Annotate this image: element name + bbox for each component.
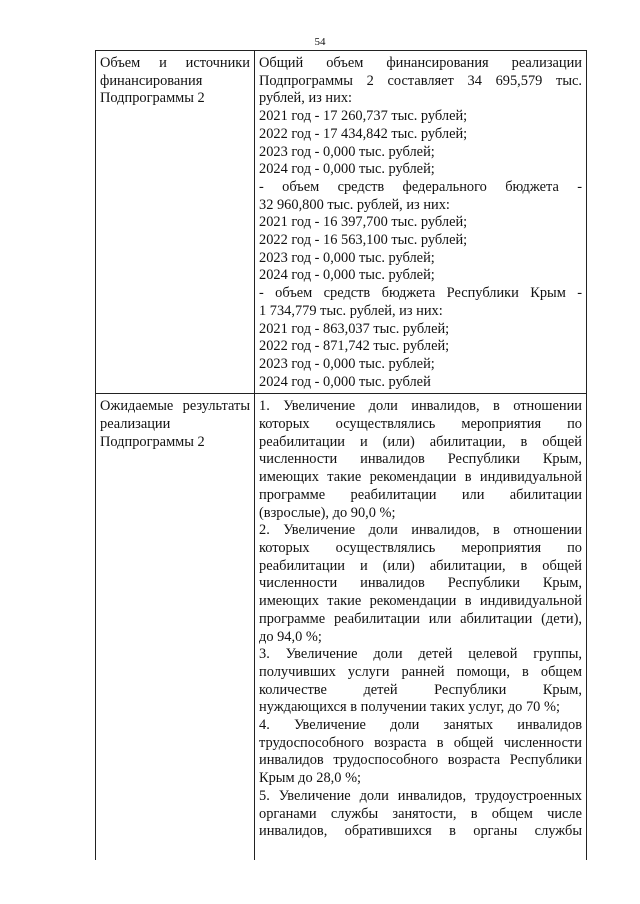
content-line: 32 960,800 тыс. рублей, из них: <box>259 196 450 213</box>
content-line: имеющих такие рекомендации в индивидуальной <box>259 593 582 610</box>
content-line: реабилитации и (или) абилитации, в общей <box>259 433 582 450</box>
label-line: Объем и источники <box>100 55 250 71</box>
content-line: 5. Увеличение доли инвалидов, трудоустроенных <box>259 787 582 804</box>
row-content-financing <box>255 51 587 394</box>
content-line: программе реабилитации или абилитации (дети), <box>259 610 582 627</box>
content-line: 2022 год - 17 434,842 тыс. рублей; <box>259 125 468 142</box>
row-content-results <box>255 394 587 861</box>
label-line: Ожидаемые результаты <box>100 398 250 415</box>
content-line: нуждающихся в получении таких услуг, до 70 %; <box>259 699 560 716</box>
content-line: 1 734,779 тыс. рублей, из них: <box>259 302 443 319</box>
content-line: инвалидов трудоспособного возраста Республики <box>259 752 582 769</box>
content-line: 1. Увеличение доли инвалидов, в отношении <box>259 398 582 415</box>
content-line: 2. Увеличение доли инвалидов, в отношении <box>259 522 582 539</box>
content-line: рублей, из них: <box>259 90 353 107</box>
content-line: 2023 год - 0,000 тыс. рублей; <box>259 143 435 160</box>
content-line: до 94,0 %; <box>259 628 322 645</box>
label-line: реализации <box>100 416 171 433</box>
content-line: 2021 год - 17 260,737 тыс. рублей; <box>259 108 468 125</box>
content-line: 2024 год - 0,000 тыс. рублей; <box>259 161 435 178</box>
content-line: 2023 год - 0,000 тыс. рублей; <box>259 249 435 266</box>
page-number: 54 <box>314 36 326 48</box>
content-line: которых осуществлялись мероприятия по <box>259 416 582 433</box>
row-label-financing <box>96 51 255 394</box>
content-line: 2022 год - 871,742 тыс. рублей; <box>259 338 450 355</box>
content-line: (взрослые), до 90,0 %; <box>259 504 396 521</box>
content-line: 3. Увеличение доли детей целевой группы, <box>259 646 582 663</box>
content-line: 2024 год - 0,000 тыс. рублей; <box>259 267 435 284</box>
content-line: Общий объем финансирования реализации <box>259 55 582 71</box>
content-line: - объем средств федерального бюджета - <box>259 178 582 195</box>
content-line: численности инвалидов Республики Крым, <box>259 575 582 592</box>
content-line: 2022 год - 16 563,100 тыс. рублей; <box>259 232 468 249</box>
content-line: 2024 год - 0,000 тыс. рублей <box>259 373 431 390</box>
content-line: органами службы занятости, в общем числе <box>259 805 582 822</box>
content-line: имеющих такие рекомендации в индивидуальной <box>259 469 582 486</box>
label-line: Подпрограммы 2 <box>100 90 205 107</box>
content-line: программе реабилитации или абилитации <box>259 486 582 503</box>
content-line: 2021 год - 863,037 тыс. рублей; <box>259 320 450 337</box>
content-line: получивших услуги ранней помощи, в общем <box>259 663 582 680</box>
content-line: инвалидов, обратившихся в органы службы <box>259 823 582 840</box>
subprogram-passport-table <box>95 50 587 860</box>
label-line: финансирования <box>100 72 203 89</box>
content-line: 4. Увеличение доли занятых инвалидов <box>259 717 582 734</box>
content-line: реабилитации и (или) абилитации, в общей <box>259 557 582 574</box>
content-line: численности инвалидов Республики Крым, <box>259 451 582 468</box>
table-row-results <box>96 394 587 861</box>
content-line: 2023 год - 0,000 тыс. рублей; <box>259 355 435 372</box>
content-line: Подпрограммы 2 составляет 34 695,579 тыс. <box>259 72 582 89</box>
table-row-financing <box>96 51 587 394</box>
content-line: 2021 год - 16 397,700 тыс. рублей; <box>259 214 468 231</box>
content-line: - объем средств бюджета Республики Крым - <box>259 285 582 302</box>
label-line: Подпрограммы 2 <box>100 433 205 450</box>
content-line: трудоспособного возраста в общей численности <box>259 734 582 751</box>
content-line: Крым до 28,0 %; <box>259 770 362 787</box>
content-line: количестве детей Республики Крым, <box>259 681 582 698</box>
content-line: которых осуществлялись мероприятия по <box>259 539 582 556</box>
row-label-results <box>96 394 255 861</box>
